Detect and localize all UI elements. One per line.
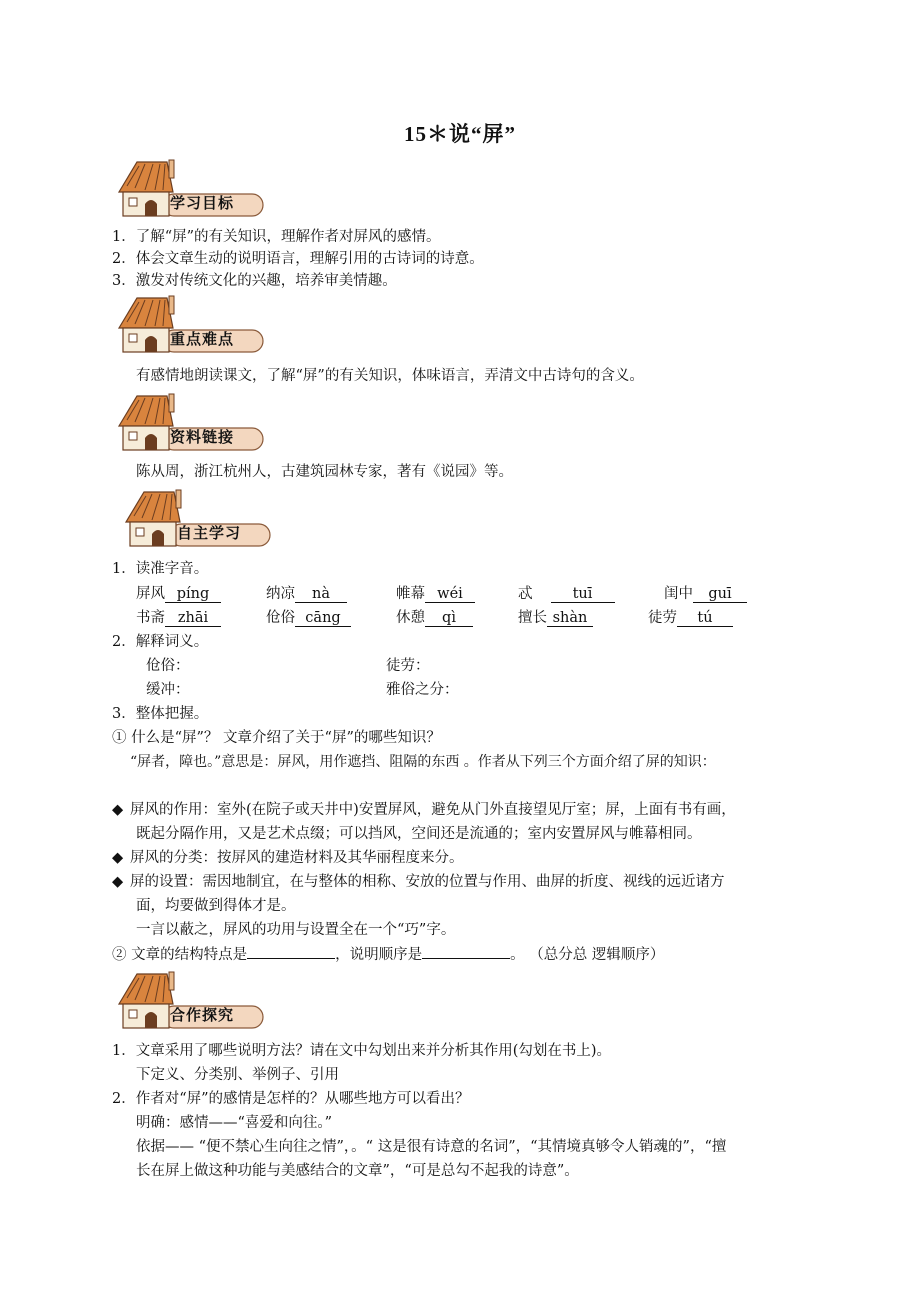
pinyin-item: 闺中 guī xyxy=(664,584,747,604)
bullet-1-cont: 既起分隔作用，又是艺术点缀；可以挡风，空间还是流通的；室内安置屏风与帷幕相同。 xyxy=(136,826,702,842)
pinyin-item: 休憩 qì xyxy=(396,608,473,628)
pinyin-item: 伧俗 cāng xyxy=(266,608,351,628)
pinyin-item: 徒劳 tú xyxy=(648,608,733,628)
question-c1: ① 什么是“屏”？ 文章介绍了关于“屏”的哪些知识？ xyxy=(112,730,441,746)
pinyin-item: 书斋 zhāi xyxy=(136,608,221,628)
pinyin-item: 纳凉 nà xyxy=(266,584,347,604)
coop-a2: 明确：感情——“喜爱和向往。” xyxy=(136,1115,333,1131)
coop-a3: 依据—— “便不禁心生向往之情”，。“ 这是很有诗意的名词”，“其情境真够令人销魂的”，“擅 xyxy=(136,1139,727,1155)
goal-2: 2．体会文章生动的说明语言，理解引用的古诗词的诗意。 xyxy=(112,251,484,267)
pinyin-item: 屏风 píng xyxy=(136,584,221,604)
term: 徒劳： xyxy=(386,658,430,674)
section-title-links: 资料链接 xyxy=(170,428,235,446)
page-title: 15＊说“屏” xyxy=(404,122,516,146)
summary: 一言以蔽之，屏风的功用与设置全在一个“巧”字。 xyxy=(136,922,456,938)
section-badge-self xyxy=(122,486,282,548)
coop-a4: 长在屏上做这种功能与美感结合的文章”，“可是总勾不起我的诗意”。 xyxy=(136,1163,579,1179)
key-text: 有感情地朗读课文，了解“屏”的有关知识，体味语言，弄清文中古诗句的含义。 xyxy=(136,368,644,384)
section-title-coop: 合作探究 xyxy=(170,1006,235,1024)
section-badge-key xyxy=(115,292,275,354)
section-title-key: 重点难点 xyxy=(170,330,235,348)
link-text: 陈从周，浙江杭州人，古建筑园林专家，著有《说园》等。 xyxy=(136,464,513,480)
self-q1: 1．读准字音。 xyxy=(112,561,209,577)
bullet-1: ◆ 屏风的作用：室外(在院子或天井中)安置屏风，避免从门外直接望见厅室；屏，上面有书有画， xyxy=(112,802,736,818)
bullet-3-cont: 面，均要做到得体才是。 xyxy=(136,898,296,914)
diamond-icon: ◆ xyxy=(112,850,124,866)
section-title-goals: 学习目标 xyxy=(170,194,235,212)
self-q3: 3．整体把握。 xyxy=(112,706,209,722)
term: 缓冲： xyxy=(146,682,190,698)
self-q2: 2．解释词义。 xyxy=(112,634,209,650)
term: 伧俗： xyxy=(146,658,190,674)
answer-c1: “屏者，障也。”意思是：屏风，用作遮挡、阻隔的东西 。作者从下列三个方面介绍了屏的知识： xyxy=(130,754,716,770)
goal-1: 1．了解“屏”的有关知识，理解作者对屏风的感情。 xyxy=(112,229,441,245)
goal-3: 3．激发对传统文化的兴趣，培养审美情趣。 xyxy=(112,273,397,289)
section-badge-coop xyxy=(115,968,275,1030)
section-badge-goals xyxy=(115,156,275,218)
pinyin-item: 忒 tuī xyxy=(518,584,615,604)
coop-q1: 1．文章采用了哪些说明方法？请在文中勾划出来并分析其作用(勾划在书上)。 xyxy=(112,1043,612,1059)
diamond-icon: ◆ xyxy=(112,802,124,818)
bullet-2: ◆ 屏风的分类：按屏风的建造材料及其华丽程度来分。 xyxy=(112,850,464,866)
term: 雅俗之分： xyxy=(386,682,459,698)
pinyin-item: 帷幕 wéi xyxy=(396,584,475,604)
answer-blank[interactable] xyxy=(422,944,510,959)
pinyin-item: 擅长 shàn xyxy=(518,608,593,628)
question-c2: ② 文章的结构特点是 ，说明顺序是 。 （总分总 逻辑顺序） xyxy=(112,944,664,965)
diamond-icon: ◆ xyxy=(112,874,124,890)
section-title-self: 自主学习 xyxy=(177,524,242,542)
section-badge-links xyxy=(115,390,275,452)
answer-blank[interactable] xyxy=(247,944,335,959)
coop-a1: 下定义、分类别、举例子、引用 xyxy=(136,1067,339,1083)
bullet-3: ◆ 屏的设置：需因地制宜，在与整体的相称、安放的位置与作用、曲屏的折度、视线的远近诸方 xyxy=(112,874,725,890)
coop-q2: 2．作者对“屏”的感情是怎样的？从哪些地方可以看出？ xyxy=(112,1091,470,1107)
